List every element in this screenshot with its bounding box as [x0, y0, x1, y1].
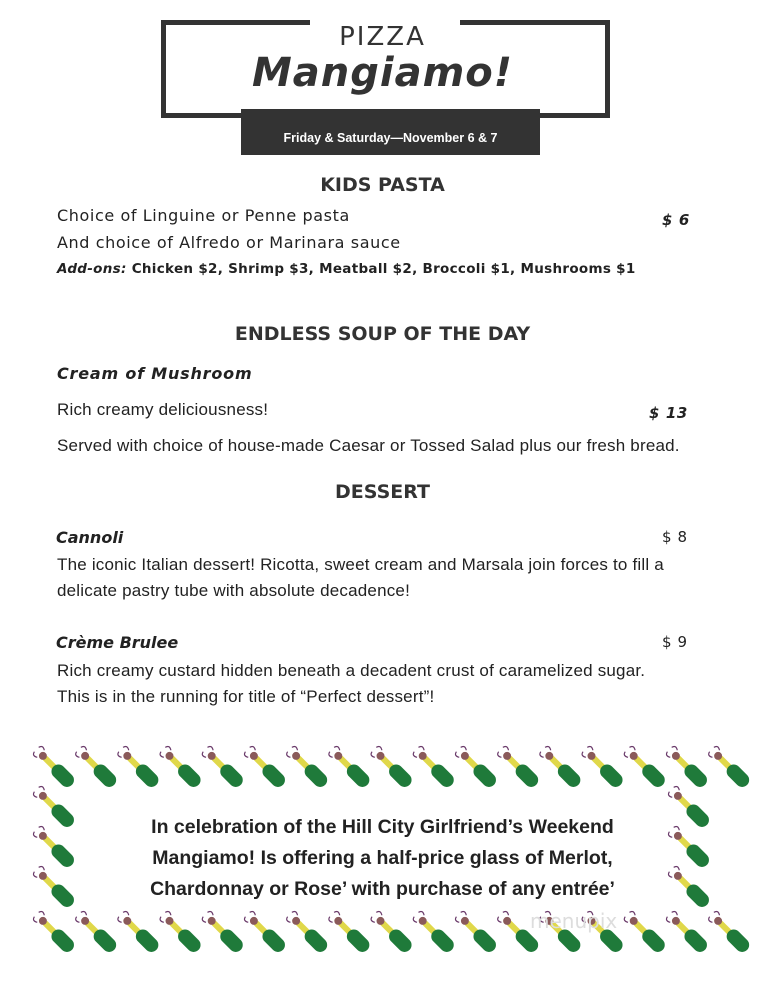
- champagne-bottle-icon: [411, 910, 456, 955]
- promo-text: [0, 812, 765, 905]
- watermark: menupix: [530, 909, 618, 933]
- champagne-bottle-icon: [327, 910, 372, 955]
- champagne-bottle-icon: [538, 745, 583, 790]
- soup-served: Served with choice of house-made Caesar or Tossed Salad plus our fresh bread.: [57, 436, 680, 455]
- champagne-bottle-icon: [74, 910, 119, 955]
- champagne-bottle-icon: [158, 745, 203, 790]
- champagne-bottle-icon: [243, 745, 288, 790]
- champagne-bottle-icon: [32, 745, 77, 790]
- champagne-bottle-icon: [74, 745, 119, 790]
- kids-pasta-line1: Choice of Linguine or Penne pasta: [57, 206, 350, 225]
- promo-line: In celebration of the Hill City Girlfriend’s Weekend: [151, 816, 614, 838]
- soup-heading: ENDLESS SOUP OF THE DAY: [234, 323, 531, 345]
- addons-label: Add-ons:: [57, 261, 127, 277]
- kids-pasta-line2: And choice of Alfredo or Marinara sauce: [57, 233, 401, 252]
- kids-pasta-price: $ 6: [662, 211, 690, 229]
- champagne-bottle-icon: [580, 745, 625, 790]
- champagne-bottle-icon: [116, 745, 161, 790]
- champagne-bottle-icon: [116, 910, 161, 955]
- date-banner: Friday & Saturday—November 6 & 7: [241, 109, 540, 155]
- dessert-desc: delicate pastry tube with absolute decadence!: [57, 581, 411, 600]
- dessert-desc: The iconic Italian dessert! Ricotta, sweet cream and Marsala join forces to fill a: [57, 555, 664, 574]
- kids-pasta-heading: KIDS PASTA: [320, 174, 445, 196]
- promo-line: Mangiamo! Is offering a half-price glass of Merlot,: [152, 847, 613, 869]
- champagne-bottle-icon: [707, 910, 752, 955]
- restaurant-name: Mangiamo!: [251, 50, 513, 96]
- champagne-bottle-icon: [369, 910, 414, 955]
- champagne-bottle-icon: [454, 745, 499, 790]
- soup-name: Cream of Mushroom: [57, 364, 253, 383]
- champagne-bottle-icon: [158, 910, 203, 955]
- champagne-bottle-icon: [454, 910, 499, 955]
- dessert-price: $ 8: [662, 528, 688, 546]
- champagne-bottle-icon: [243, 910, 288, 955]
- soup-desc: Rich creamy deliciousness!: [57, 400, 269, 419]
- champagne-bottle-icon: [496, 745, 541, 790]
- promo-line: Chardonnay or Rose’ with purchase of any entrée’: [150, 878, 615, 900]
- soup-price: $ 13: [649, 404, 688, 422]
- champagne-bottle-icon: [200, 745, 245, 790]
- dessert-heading: DESSERT: [335, 481, 430, 503]
- dessert-desc: Rich creamy custard hidden beneath a decadent crust of caramelized sugar.: [57, 661, 646, 680]
- champagne-bottle-icon: [327, 745, 372, 790]
- champagne-bottle-icon: [285, 745, 330, 790]
- champagne-bottle-icon: [411, 745, 456, 790]
- dessert-name: Crème Brulee: [56, 633, 179, 652]
- champagne-bottle-icon: [622, 910, 667, 955]
- dessert-desc: This is in the running for title of “Perfect dessert”!: [57, 687, 435, 706]
- champagne-bottle-icon: [707, 745, 752, 790]
- champagne-bottle-icon: [665, 745, 710, 790]
- header-pizza: PIZZA: [339, 22, 426, 52]
- addons-list: Chicken $2, Shrimp $3, Meatball $2, Broccoli $1, Mushrooms $1: [131, 261, 636, 277]
- champagne-bottle-icon: [622, 745, 667, 790]
- dessert-name: Cannoli: [56, 528, 124, 547]
- champagne-bottle-icon: [32, 910, 77, 955]
- champagne-bottle-icon: [200, 910, 245, 955]
- dessert-price: $ 9: [662, 633, 688, 651]
- champagne-bottle-icon: [665, 910, 710, 955]
- champagne-bottle-icon: [369, 745, 414, 790]
- champagne-bottle-icon: [285, 910, 330, 955]
